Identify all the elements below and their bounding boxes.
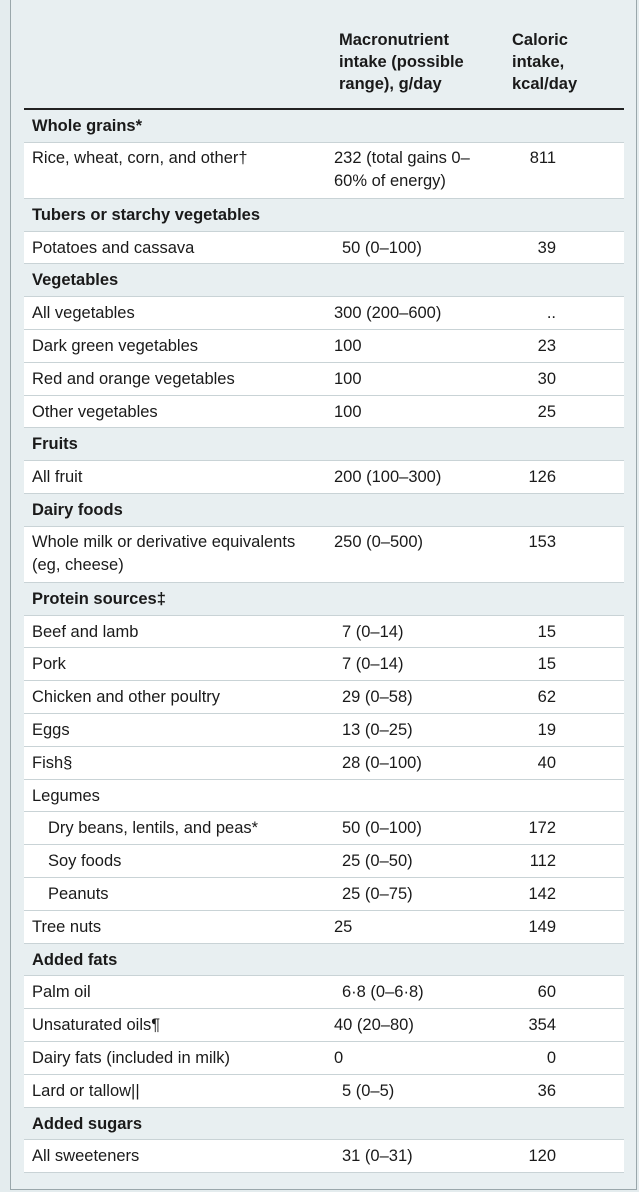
calorie-cell: 25	[537, 402, 556, 421]
macronutrient-cell: 25	[334, 917, 353, 936]
diet-table	[24, 0, 624, 1173]
macronutrient-cell: 100	[334, 402, 362, 421]
food-label: Red and orange vegetables	[32, 369, 235, 388]
food-label: Chicken and other poultry	[32, 688, 221, 707]
calorie-cell: 153	[528, 532, 556, 551]
table-row	[24, 297, 624, 330]
table-row	[24, 461, 624, 494]
table-row	[24, 845, 624, 878]
macronutrient-cell: 50 (0–100)	[342, 238, 422, 257]
calorie-cell: 62	[537, 688, 556, 707]
calorie-cell: 36	[537, 1081, 556, 1100]
header-macronutrient: Macronutrient intake (possible range), g/day	[339, 31, 464, 93]
food-label: Other vegetables	[32, 402, 158, 421]
calorie-cell: 354	[528, 1016, 556, 1035]
table-body	[24, 110, 624, 1173]
macronutrient-cell: 28 (0–100)	[342, 753, 422, 772]
calorie-cell: 172	[528, 819, 556, 838]
food-label: Tree nuts	[32, 917, 102, 936]
category-row	[24, 944, 624, 977]
category-row	[24, 428, 624, 461]
food-label: All sweeteners	[32, 1147, 140, 1166]
macronutrient-cell: 7 (0–14)	[342, 655, 404, 674]
calorie-cell: 149	[528, 917, 556, 936]
table-row	[24, 330, 624, 363]
header-caloric: Caloric intake, kcal/day	[512, 31, 578, 93]
category-row	[24, 199, 624, 232]
category-label: Added fats	[32, 950, 118, 969]
food-label: Palm oil	[32, 983, 91, 1002]
table-row	[24, 878, 624, 911]
category-row	[24, 1108, 624, 1141]
food-label: All vegetables	[32, 304, 135, 323]
category-label: Fruits	[32, 435, 78, 454]
food-label: Pork	[32, 655, 66, 674]
table-row	[24, 143, 624, 199]
food-label: Dry beans, lentils, and peas*	[48, 819, 259, 838]
macronutrient-cell: 25 (0–50)	[342, 852, 413, 871]
macronutrient-cell: 40 (20–80)	[334, 1016, 414, 1035]
category-row	[24, 583, 624, 616]
food-label: Eggs	[32, 720, 70, 739]
macronutrient-cell: 0	[334, 1048, 344, 1067]
macronutrient-cell: 300 (200–600)	[334, 304, 442, 323]
category-label: Vegetables	[32, 271, 119, 290]
food-label: Rice, wheat, corn, and other†	[32, 148, 248, 167]
calorie-cell: 811	[529, 148, 556, 167]
table-row	[24, 747, 624, 780]
table-header	[24, 0, 624, 110]
table-row	[24, 1075, 624, 1108]
category-label: Dairy foods	[32, 500, 123, 519]
macronutrient-cell: 100	[334, 369, 362, 388]
table-row	[24, 976, 624, 1009]
food-label: Legumes	[32, 786, 100, 805]
table-row	[24, 527, 624, 583]
macronutrient-cell: 13 (0–25)	[342, 720, 413, 739]
food-label: Beef and lamb	[32, 622, 139, 641]
calorie-cell: 0	[546, 1048, 556, 1067]
macronutrient-cell: 29 (0–58)	[342, 688, 413, 707]
table-row	[24, 396, 624, 429]
calorie-cell: 15	[537, 622, 556, 641]
calorie-cell: 60	[537, 983, 556, 1002]
food-label: Whole milk or derivative equivalents (eg, cheese)	[32, 532, 296, 574]
calorie-cell: 120	[528, 1147, 556, 1166]
category-row	[24, 264, 624, 297]
calorie-cell: ..	[546, 304, 556, 323]
table-row	[24, 363, 624, 396]
food-label: Lard or tallow||	[32, 1081, 140, 1100]
table-row	[24, 1009, 624, 1042]
food-label: Dairy fats (included in milk)	[32, 1048, 231, 1067]
macronutrient-cell: 6·8 (0–6·8)	[342, 983, 424, 1002]
food-label: Fish§	[32, 753, 73, 772]
calorie-cell: 15	[537, 655, 556, 674]
table-row	[24, 616, 624, 649]
category-label: Added sugars	[32, 1114, 143, 1133]
table-row	[24, 1042, 624, 1075]
macronutrient-cell: 232 (total gains 0–60% of energy)	[334, 148, 470, 190]
table-row	[24, 648, 624, 681]
calorie-cell: 19	[537, 720, 556, 739]
category-label: Protein sources‡	[32, 589, 166, 608]
calorie-cell: 23	[537, 336, 556, 355]
table-row	[24, 1140, 624, 1173]
food-label: Dark green vegetables	[32, 336, 199, 355]
table-frame	[10, 0, 637, 1190]
category-row	[24, 110, 624, 143]
table-row	[24, 232, 624, 265]
calorie-cell: 40	[537, 753, 556, 772]
table-row	[24, 714, 624, 747]
calorie-cell: 39	[537, 238, 556, 257]
macronutrient-cell: 50 (0–100)	[342, 819, 422, 838]
macronutrient-cell: 5 (0–5)	[342, 1081, 395, 1100]
calorie-cell: 30	[537, 369, 556, 388]
macronutrient-cell: 200 (100–300)	[334, 468, 442, 487]
macronutrient-cell: 250 (0–500)	[334, 532, 423, 551]
category-row	[24, 494, 624, 527]
calorie-cell: 126	[528, 468, 556, 487]
calorie-cell: 142	[528, 884, 556, 903]
table-row	[24, 780, 624, 813]
macronutrient-cell: 31 (0–31)	[342, 1147, 413, 1166]
macronutrient-cell: 7 (0–14)	[342, 622, 404, 641]
category-label: Tubers or starchy vegetables	[32, 205, 261, 224]
table-row	[24, 812, 624, 845]
food-label: Unsaturated oils¶	[32, 1016, 161, 1035]
macronutrient-cell: 25 (0–75)	[342, 884, 413, 903]
table-row	[24, 681, 624, 714]
food-label: Soy foods	[48, 852, 122, 871]
table-row	[24, 911, 624, 944]
calorie-cell: 112	[529, 852, 556, 871]
food-label: Peanuts	[48, 884, 109, 903]
food-label: Potatoes and cassava	[32, 238, 195, 257]
category-label: Whole grains*	[32, 117, 143, 135]
macronutrient-cell: 100	[334, 336, 362, 355]
food-label: All fruit	[32, 468, 83, 487]
